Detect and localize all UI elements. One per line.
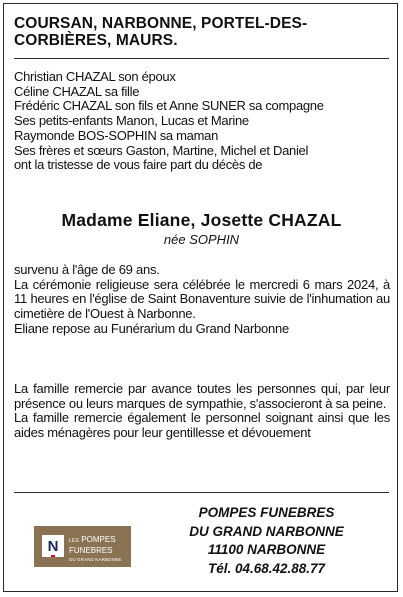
funeral-home-city: 11100 NARBONNE (207, 542, 326, 557)
rest-text: Eliane repose au Funérarium du Grand Narbonne (14, 320, 289, 336)
logo-word1: POMPES (81, 535, 116, 544)
age-text: survenu à l'âge de 69 ans. (14, 262, 160, 277)
family-line: ont la tristesse de vous faire part du décès de (14, 157, 263, 173)
ceremony-text: La cérémonie religieuse sera célébrée le mercredi 6 mars 2024, à 11 heures en l'église de Saint Bonaventure suivie de l'inhumation au cimetière de l'Ouest à Narbonne. (14, 276, 390, 322)
footer-divider (14, 492, 389, 493)
thanks-section (14, 382, 390, 441)
thanks-text-1: La famille remercie par avance toutes les personnes qui, par leur présence ou leurs marques de sympathie, s'associeront à sa peine. (14, 381, 390, 411)
family-list (14, 70, 394, 173)
towns-header: COURSAN, NARBONNE, PORTEL-DES-CORBIÈRES, MAURS. (14, 15, 308, 49)
header-divider (14, 58, 389, 59)
thanks-text-2: La famille remercie également le personnel soignant ainsi que les aides ménagères pour leur gentillesse et dévouement (14, 410, 390, 441)
obituary-notice (3, 3, 398, 592)
logo-text (69, 535, 127, 564)
funeral-home-info (164, 504, 369, 578)
funeral-home-phone: Tél. 04.68.42.88.77 (207, 560, 326, 576)
logo-mark-letter: N (47, 537, 59, 555)
maiden-name: née SOPHIN (163, 232, 240, 247)
family-line: Frédéric CHAZAL son fils et Anne SUNER sa compagne (14, 98, 324, 114)
logo-subtitle: DU GRAND NARBONNE (69, 557, 122, 562)
funeral-home-logo (34, 526, 131, 567)
family-line: Christian CHAZAL son époux (14, 69, 176, 84)
family-line: Raymonde BOS-SOPHIN sa maman (14, 127, 219, 143)
ceremony-details (14, 263, 390, 337)
logo-prefix: LES (69, 538, 80, 544)
family-line: Ses frères et sœurs Gaston, Martine, Michel et Daniel (14, 142, 309, 158)
family-line: Ses petits-enfants Manon, Lucas et Marine (14, 113, 249, 129)
funeral-home-name: POMPES FUNEBRES (198, 505, 335, 520)
logo-word2: FUNEBRES (69, 546, 113, 555)
deceased-name: Madame Eliane, Josette CHAZAL (61, 210, 342, 230)
funeral-home-name-2: DU GRAND NARBONNE (189, 523, 344, 539)
logo-mark-icon (42, 535, 64, 557)
family-line: Céline CHAZAL sa fille (14, 83, 140, 99)
